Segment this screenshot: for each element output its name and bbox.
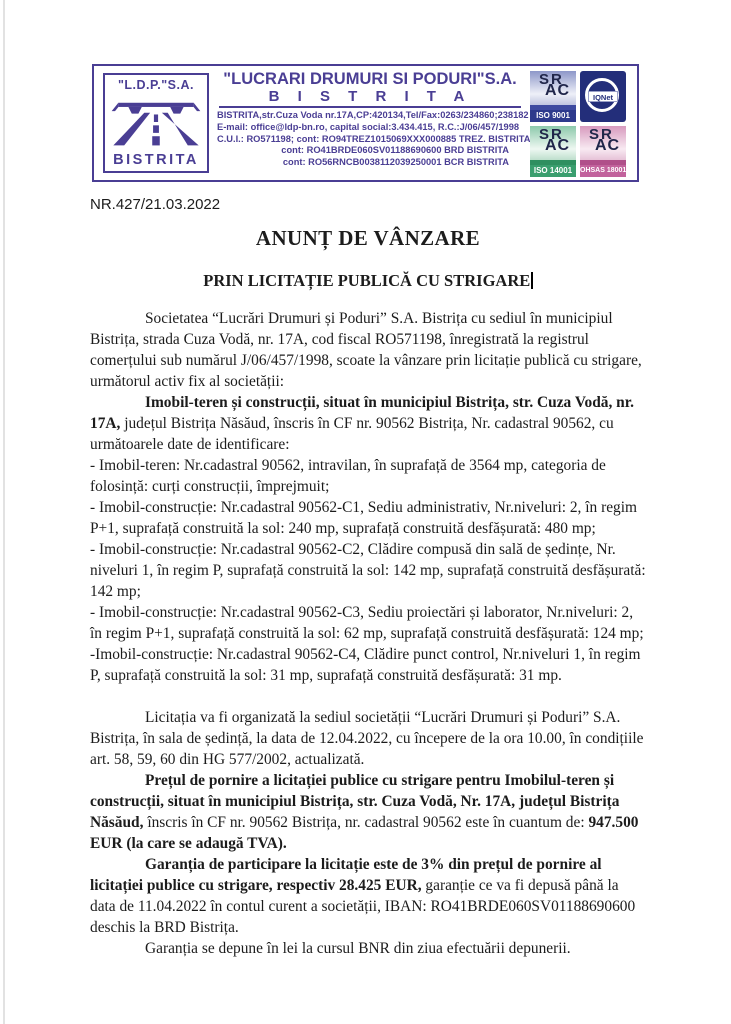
srac-sr-text: SR	[589, 126, 614, 143]
company-cui-line: C.U.I.: RO571198; cont: RO94TREZ1015069XXX000885 TREZ. BISTRITA	[217, 133, 531, 144]
srac-mark	[530, 126, 576, 158]
company-block	[213, 66, 531, 180]
iqnet-label: IQNet	[588, 91, 618, 102]
paragraph: - Imobil-construcție: Nr.cadastral 90562-C3, Sediu proiectări și laborator, Nr.niveluri: 2, în regim P+1, suprafață construită la sol: 62 mp, suprafață construită desfășurată: 124 mp;	[90, 604, 644, 642]
logo-top-label: "L.D.P."S.A.	[118, 78, 194, 92]
paragraph: Prețul de pornire a licitației publice cu strigare pentru Imobilul-teren și construcții, situat în municipiul Bistrița, str. Cuza Vodă, Nr. 17A, județul Bistrița Năsăud, înscris în CF nr. 90562 Bistrița, nr. cadastral 90562 este în cuantum de: 947.500 EUR (la care se adaugă TVA).	[90, 772, 639, 852]
iqnet-badge	[580, 71, 626, 122]
paragraph: -Imobil-construcție: Nr.cadastral 90562-C4, Clădire punct control, Nr.niveluri 1, în regim P, suprafață construită la sol: 31 mp, suprafață construită desfășurată: 31 mp.	[90, 646, 641, 684]
document-number: NR.427/21.03.2022	[90, 196, 221, 213]
bridge-road-icon	[110, 94, 202, 150]
paragraph: Imobil-teren și construcții, situat în municipiul Bistrița, str. Cuza Vodă, nr. 17A, județul Bistrița Năsăud, înscris în CF nr. 90562 Bistrița, Nr. cadastral 90562, cu următoarele date de identificare:	[90, 394, 634, 453]
company-account-brd: cont: RO41BRDE060SV01188690600 BRD BISTRITA	[281, 145, 509, 156]
srac-ac-text: AC	[595, 137, 621, 154]
srac-mark	[580, 126, 626, 158]
ohsas-18001-badge	[580, 126, 626, 177]
srac-ac-text: AC	[545, 137, 571, 154]
srac-sr-text: SR	[539, 126, 564, 143]
company-email-line: E-mail: office@ldp-bn.ro, capital social:3.434.415, R.C.:J/06/457/1998	[217, 121, 520, 132]
paragraph: Garanția se depune în lei la cursul BNR din ziua efectuării depunerii.	[145, 940, 571, 957]
logo-bottom-label: BISTRITA	[113, 152, 199, 168]
srac-sr-text: SR	[539, 71, 564, 88]
paragraph: - Imobil-teren: Nr.cadastral 90562, intravilan, în suprafață de 3564 mp, categoria de folosință: curți construcții, împrejmuit;	[90, 457, 606, 495]
text-cursor	[531, 272, 533, 289]
paragraph: Licitația va fi organizată la sediul societății “Lucrări Drumuri și Poduri” S.A. Bistrița, în sala de ședință, la data de 12.04.2022, cu începere de la ora 10.00, în condițiile art. 58, 59, 60 din HG 577/2002, actualizată.	[90, 709, 644, 768]
iso-9001-label: ISO 9001	[530, 110, 576, 122]
company-name: "LUCRARI DRUMURI SI PODURI"S.A.	[223, 70, 517, 88]
srac-ac-text: AC	[545, 82, 571, 99]
page-edge-line	[3, 0, 5, 1024]
paragraph: Garanția de participare la licitație este de 3% din prețul de pornire al licitației publice cu strigare, respectiv 28.425 EUR, garanție ce va fi depusă până la data de 11.04.2022 în contul curent a societății, IBAN: RO41BRDE060SV01188690600 deschis la BRD Bistrița.	[90, 856, 636, 936]
paragraph: - Imobil-construcție: Nr.cadastral 90562-C1, Sediu administrativ, Nr.niveluri: 2, în regim P+1, suprafață construită la sol: 240 mp, suprafață construită desfășurată: 480 mp;	[90, 499, 637, 537]
company-info	[217, 110, 531, 169]
subtitle-text: PRIN LICITAȚIE PUBLICĂ CU STRIGARE	[203, 271, 531, 290]
certification-badges	[530, 71, 630, 175]
ohsas-18001-label: OHSAS 18001	[580, 165, 626, 177]
letterhead	[92, 64, 639, 182]
document-body[interactable]	[90, 308, 647, 959]
document-subtitle	[90, 271, 646, 291]
iso-9001-badge	[530, 71, 576, 122]
document-title: ANUNȚ DE VÂNZARE	[255, 226, 481, 250]
paragraph: Societatea “Lucrări Drumuri și Poduri” S.A. Bistrița cu sediul în municipiul Bistrița, strada Cuza Vodă, nr. 17A, cod fiscal RO571198, înregistrată la registrul comerțului sub numărul J/06/457/1998, scoate la vânzare prin licitație publică cu strigare, următorul activ fix al societății:	[90, 310, 642, 390]
company-account-bcr: cont: RO56RNCB0038112039250001 BCR BISTRITA	[282, 157, 509, 168]
iso-14001-label: ISO 14001	[530, 165, 576, 177]
company-address-line: BISTRITA,str.Cuza Voda nr.17A,CP:420134,Tel/Fax:0263/234860;238182	[217, 110, 529, 120]
iso-14001-badge	[530, 126, 576, 177]
company-city: B I S T R I T A	[268, 88, 472, 105]
company-logo	[103, 73, 209, 173]
paragraph: - Imobil-construcție: Nr.cadastral 90562-C2, Clădire compusă din sală de ședințe, Nr. niveluri 1, în regim P, suprafață construită la sol: 142 mp, suprafață construită desfășurată: 142 mp;	[90, 541, 646, 600]
srac-mark	[530, 71, 576, 103]
header-divider	[219, 106, 521, 108]
